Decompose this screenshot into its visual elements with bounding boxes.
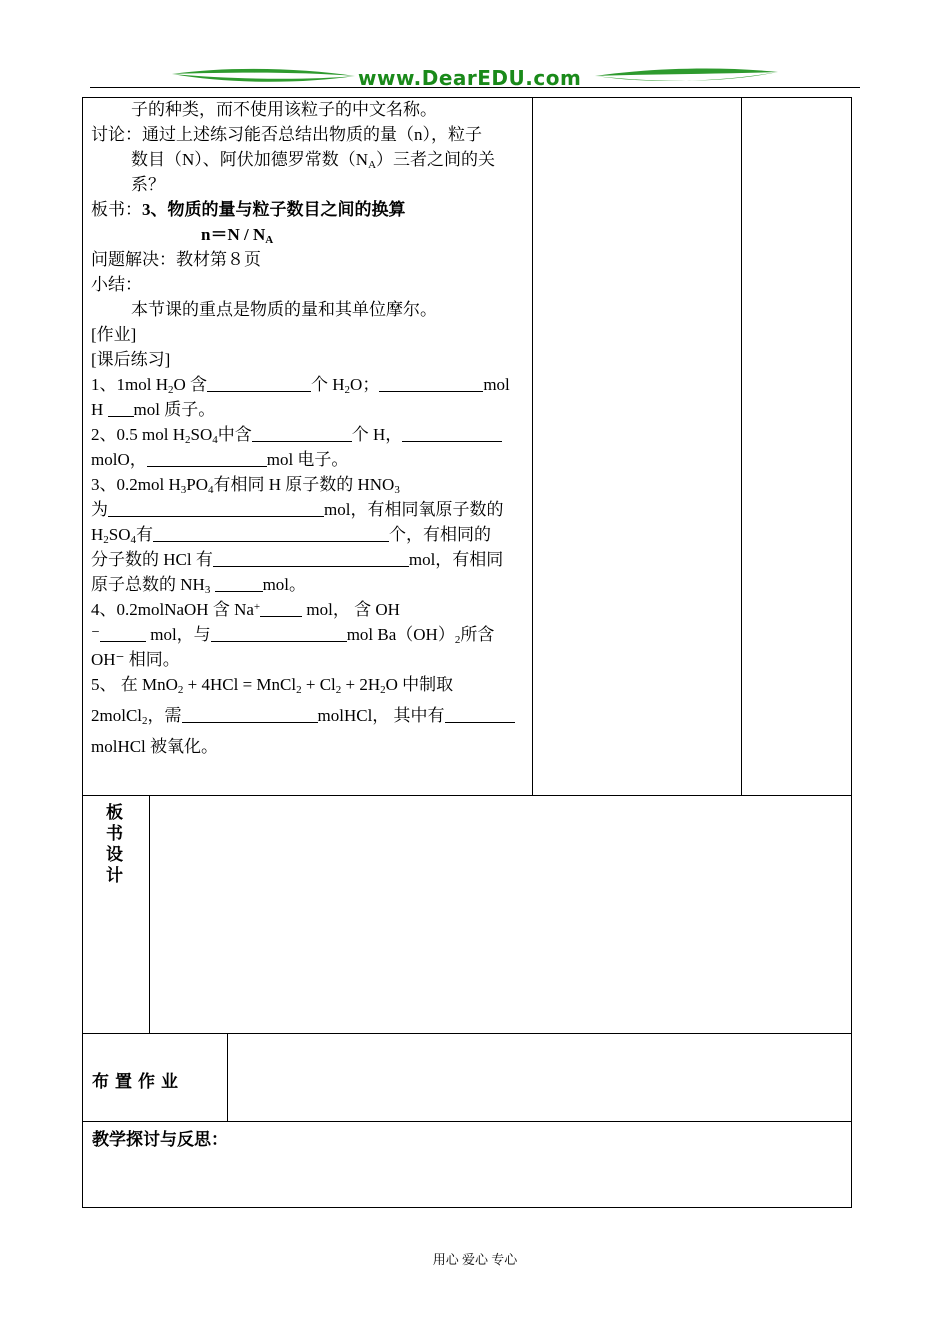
text-line: 数目（N）、阿伏加德罗常数$(N_A)$三者之间的关 [131,150,496,171]
text-line: 小结： [91,275,142,294]
text-line: 本节课的重点是物质的量和其单位摩尔。 [131,300,437,319]
exercise-line: 3、0.2mol $H_3PO_4$有相同 H 原子数的 $HNO_3$ [91,475,400,496]
exercise-line: 4、0.2molNaOH 含 Na+ mol， 含 OH [91,600,400,619]
text-line: 问题解决：教材第８页 [91,250,261,269]
board-content-cell [149,795,852,1034]
text-line: 系？ [131,175,165,194]
site-logo: www.DearEDU.com [358,66,582,90]
text-line: 讨论：通过上述练习能否总结出物质的量（n），粒子 [91,125,482,144]
exercise-line: 1、1mol $H_2O$ 含 个 $H_2O$； mol [91,375,510,396]
exercise-line: 5、 在 MnO$_2$ + 4HCl = MnCl$_2$ + $Cl_2 + 2H_2O$ 中制取 [91,675,454,696]
exercise-line: 为 mol，有相同氧原子数的 [91,500,504,519]
middle-cell [532,97,742,796]
exercise-line: molHCl 被氧化。 [91,737,219,756]
exercise-line: 2molCl$_2$，需 molHCl， 其中有 [91,703,529,728]
exercise-line: molO， mol 电子。 [91,450,349,469]
exercise-line: 原子总数的 $NH_3$ mol。 [91,575,307,596]
lesson-content [91,97,529,759]
exercise-line: $H_2SO_4$有 个，有相同的 [91,525,492,546]
exercise-line: 分子数的 HCl 有 mol，有相同 [91,550,504,569]
reflection-label: 教学探讨与反思： [92,1130,228,1150]
exercise-line: H mol 质子。 [91,400,216,419]
right-cell [741,97,852,796]
formula-line: $n=N / N_A$ [201,225,274,246]
exercise-line: 2、0.5 mol $H_2SO_4$中含 个 H， [91,422,529,447]
text-line: [作业] [91,325,137,344]
text-line: 子的种类，而不使用该粒子的中文名称。 [131,100,437,119]
board-design-label: 板书设计 [106,803,123,886]
homework-content-cell [227,1033,852,1122]
text-line: [课后练习] [91,350,171,369]
homework-label: 布置作业 [92,1072,184,1092]
header-rule [90,87,860,88]
text-line: 板书：3、物质的量与粒子数目之间的换算 [91,200,406,219]
exercise-line: OH⁻ 相同。 [91,650,180,669]
exercise-line: ⁻ mol，与 mol $Ba(OH)_2$所含 [91,625,495,646]
page-footer: 用心 爱心 专心 [432,1252,518,1267]
